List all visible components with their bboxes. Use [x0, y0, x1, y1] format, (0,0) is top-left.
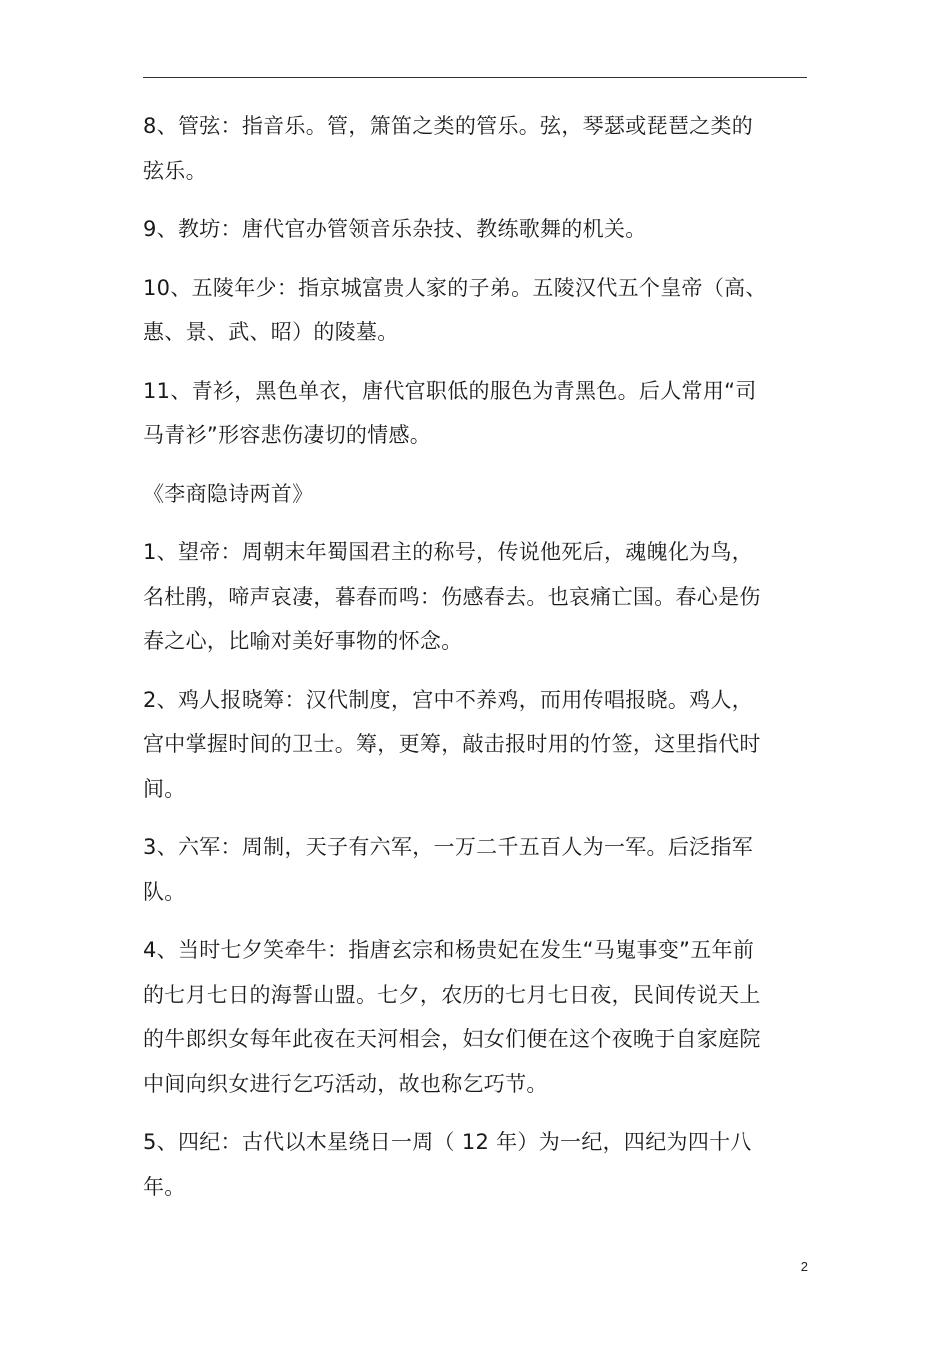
- note-paragraph: 2、鸡人报晓筹：汉代制度，宫中不养鸡，而用传唱报晓。鸡人，宫中掌握时间的卫士。筹，更筹，敲击报时用的竹签，这里指代时间。: [143, 687, 761, 801]
- note-paragraph: 3、六军：周制，天子有六军，一万二千五百人为一军。后泛指军队。: [143, 835, 754, 904]
- note-paragraph: 11、青衫，黑色单衣，唐代官职低的服色为青黑色。后人常用“司马青衫”形容悲伤凄切的情感。: [143, 378, 757, 447]
- note-paragraph: 10、五陵年少：指京城富贵人家的子弟。五陵汉代五个皇帝（高、惠、景、武、昭）的陵墓。: [143, 275, 767, 344]
- note-paragraph: 1、望帝：周朝末年蜀国君主的称号，传说他死后，魂魄化为鸟，名杜鹃，啼声哀凄，暮春而鸣：伤感春去。也哀痛亡国。春心是伤春之心，比喻对美好事物的怀念。: [143, 540, 761, 653]
- document-body: [143, 104, 768, 1223]
- note-paragraph: 8、管弦：指音乐。管，箫笛之类的管乐。弦，琴瑟或琵琶之类的弦乐。: [143, 114, 754, 183]
- section-heading: 《李商隐诗两首》: [143, 481, 314, 506]
- note-paragraph: 4、当时七夕笑牵牛：指唐玄宗和杨贵妃在发生“马嵬事变”五年前的七月七日的海誓山盟。七夕，农历的七月七日夜，民间传说天上的牛郎织女每年此夜在天河相会，妇女们便在这个夜晚于自家庭院中间向织女进行乞巧活动，故也称乞巧节。: [143, 938, 761, 1096]
- note-paragraph: 5、四纪：古代以木星绕日一周（ 12 年）为一纪，四纪为四十八年。: [143, 1130, 752, 1199]
- page-number: 2: [800, 1259, 808, 1274]
- header-rule: [143, 77, 807, 78]
- note-paragraph: 9、教坊：唐代官办管领音乐杂技、教练歌舞的机关。: [143, 217, 647, 241]
